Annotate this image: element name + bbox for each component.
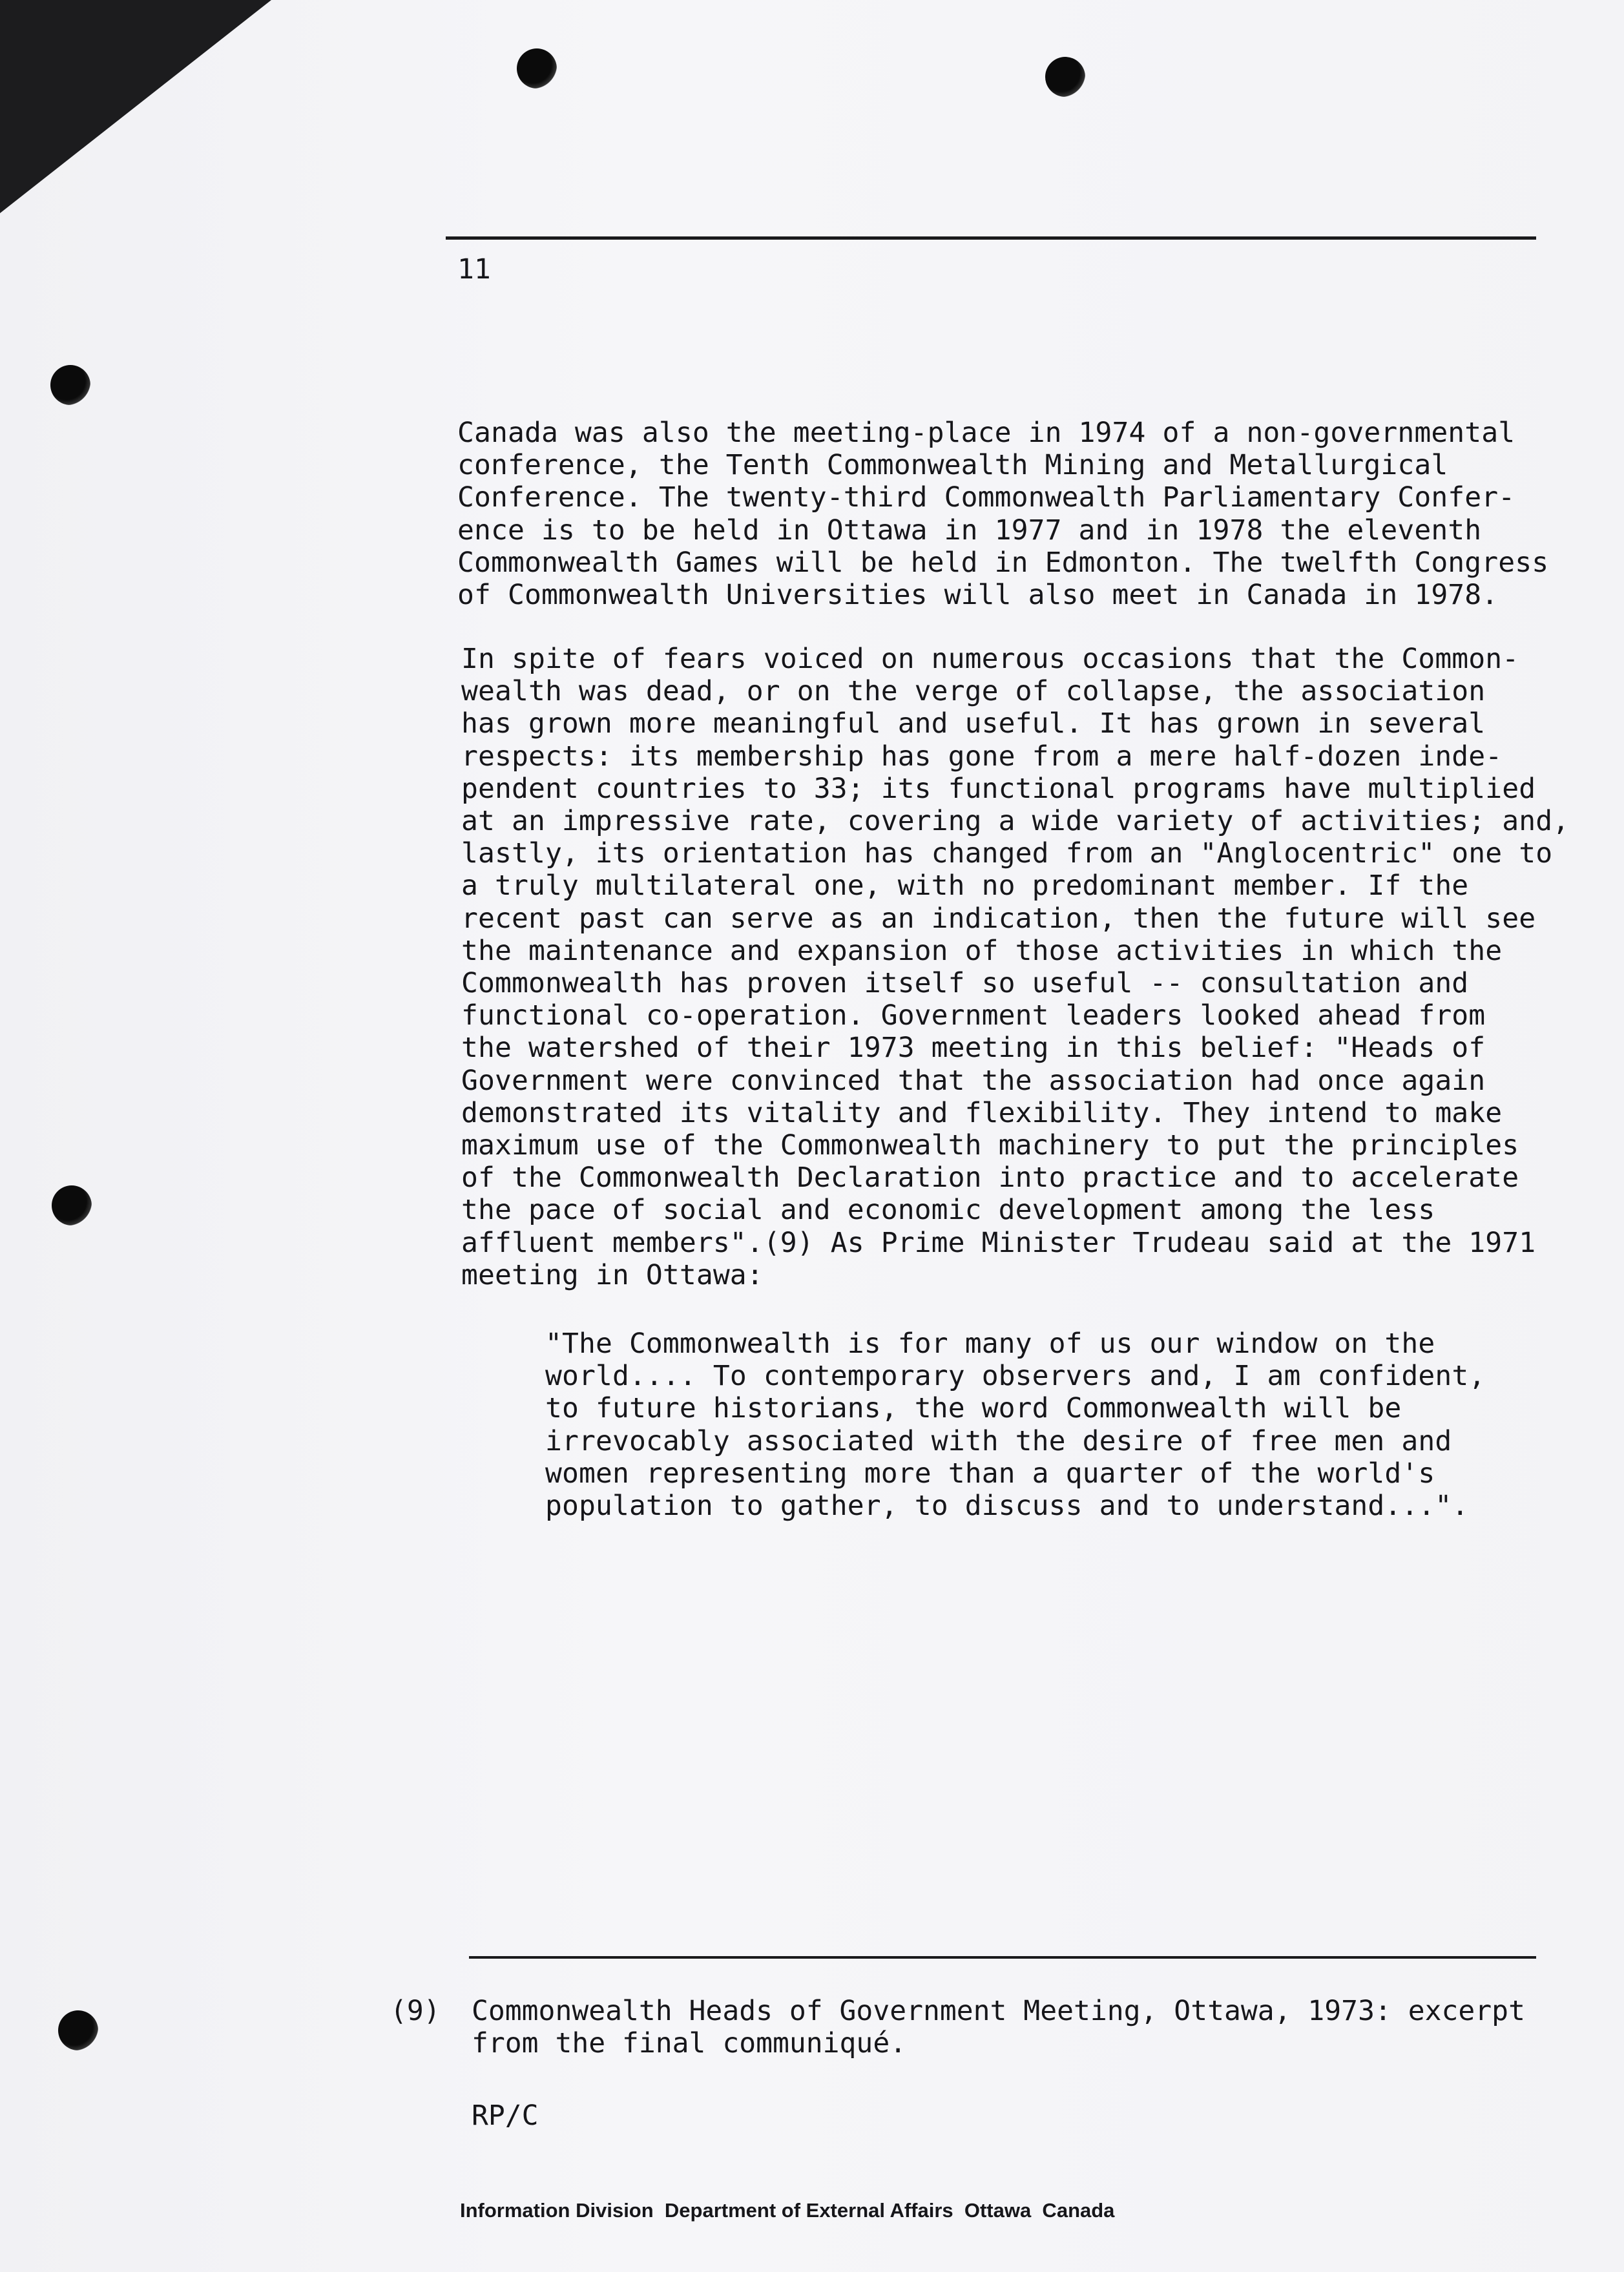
- punch-hole-top-right: [1045, 57, 1085, 97]
- footnote-marker: (9): [390, 1995, 441, 2027]
- footnote-rule: [469, 1956, 1536, 1959]
- footnote-text: Commonwealth Heads of Government Meeting, Ottawa, 1973: excerpt from the final communiqué.: [472, 1995, 1525, 2059]
- publisher-line: Information Division Department of External Affairs Ottawa Canada: [460, 2199, 1115, 2222]
- paragraph-meetings: Canada was also the meeting-place in 1974 of a non-governmental conference, the Tenth Commonwealth Mining and Metallurgical Conference. The twenty-third Commonwealth Parliamentary Confer- ence is to be held in Ottawa in 1977 and in 1978 the eleventh Commonwealth Games will be held in Edmonton. The twelfth Congress of Commonwealth Universities will also meet in Canada in 1978.: [457, 417, 1549, 612]
- block-quote-trudeau: "The Commonwealth is for many of us our window on the world.... To contemporary observers and, I am confident, to future historians, the word Commonwealth will be irrevocably associated with the desire of free men and women representing more than a quarter of the world's population to gather, to discuss and to understand...".: [545, 1328, 1486, 1523]
- punch-hole-left-lower: [58, 2010, 98, 2050]
- punch-hole-left-middle: [52, 1185, 92, 1225]
- header-rule: [446, 236, 1536, 240]
- punch-hole-top-left: [517, 48, 557, 89]
- document-code: RP/C: [472, 2100, 539, 2132]
- paragraph-growth: In spite of fears voiced on numerous occasions that the Common- wealth was dead, or on the verge of collapse, the association has grown more meaningful and useful. It has grown in several respects: its membership has gone from a mere half-dozen inde- pendent countries to 33; its functional programs have multiplied at an impressive rate, covering a wide variety of activities; and, lastly, its orientation has changed from an "Anglocentric" one to a truly multilateral one, with no predominant member. If the recent past can serve as an indication, then the future will see the maintenance and expansion of those activities in which the Commonwealth has proven itself so useful -- consultation and functional co-operation. Government leaders looked ahead from the watershed of their 1973 meeting in this belief: "Heads of Government were convinced that the association had once again demonstrated its vitality and flexibility. They intend to make maximum use of the Commonwealth machinery to put the principles of the Commonwealth Declaration into practice and to accelerate the pace of social and economic development among the less affluent members".(9) As Prime Minister Trudeau said at the 1971 meeting in Ottawa:: [461, 643, 1570, 1291]
- folded-corner: [0, 0, 271, 213]
- page-number: 11: [457, 253, 491, 286]
- punch-hole-left-upper: [50, 365, 90, 405]
